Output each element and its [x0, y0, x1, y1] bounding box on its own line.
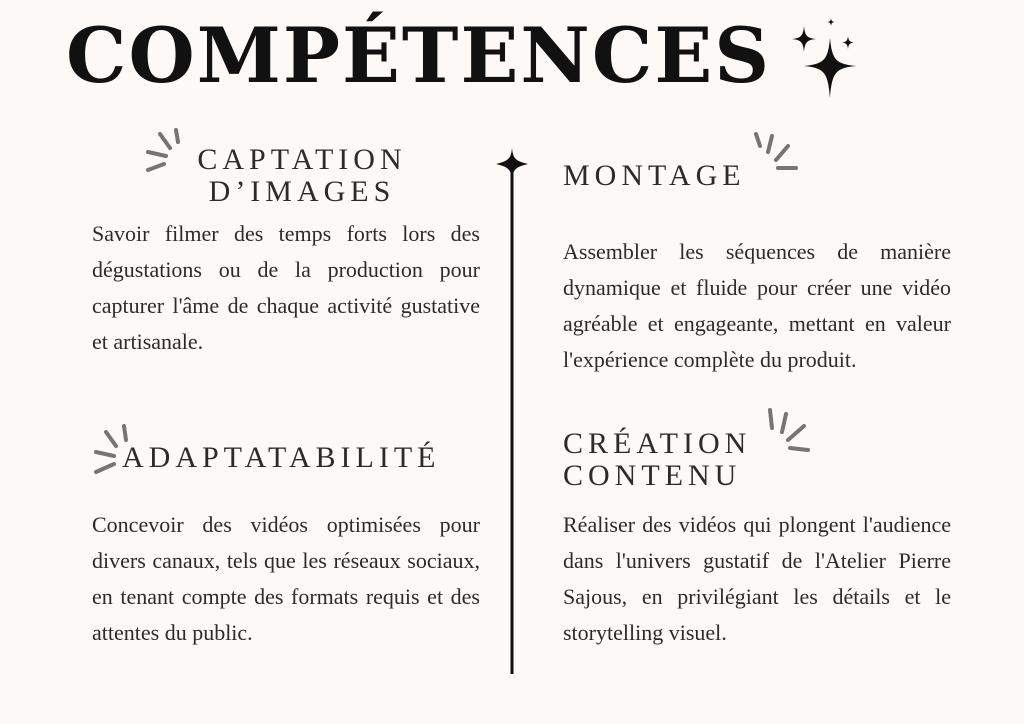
- heading-line: CONTENU: [563, 459, 742, 492]
- heading-montage: MONTAGE: [563, 159, 746, 192]
- heading-line: CRÉATION: [563, 427, 752, 460]
- burst-icon: [748, 130, 800, 176]
- heading-adaptabilite: ADAPTATABILITÉ: [122, 441, 441, 474]
- heading-creation: [563, 428, 751, 492]
- page-title: COMPÉTENCES: [66, 11, 772, 100]
- divider-line: [496, 148, 528, 676]
- paragraph-captation: Savoir filmer des temps forts lors des dégustations ou de la production pour capturer l'âme de chaque activité gustative et artisanale.: [92, 221, 480, 354]
- heading-captation: [172, 144, 432, 208]
- heading-line: CAPTATION: [197, 143, 407, 176]
- paragraph-adaptabilite: Concevoir des vidéos optimisées pour divers canaux, tels que les réseaux sociaux, en tenant compte des formats requis et des attentes du public.: [92, 512, 480, 645]
- burst-icon: [764, 406, 812, 456]
- heading-line: D’IMAGES: [208, 175, 396, 208]
- sparkle-icon: [786, 14, 866, 106]
- paragraph-creation: Réaliser des vidéos qui plongent l'audience dans l'univers gustatif de l'Atelier Pierre Sajous, en privilégiant les détails et le storytelling visuel.: [563, 512, 951, 645]
- paragraph-montage: Assembler les séquences de manière dynamique et fluide pour créer une vidéo agréable et engageante, mettant en valeur l'expérience complète du produit.: [563, 239, 951, 372]
